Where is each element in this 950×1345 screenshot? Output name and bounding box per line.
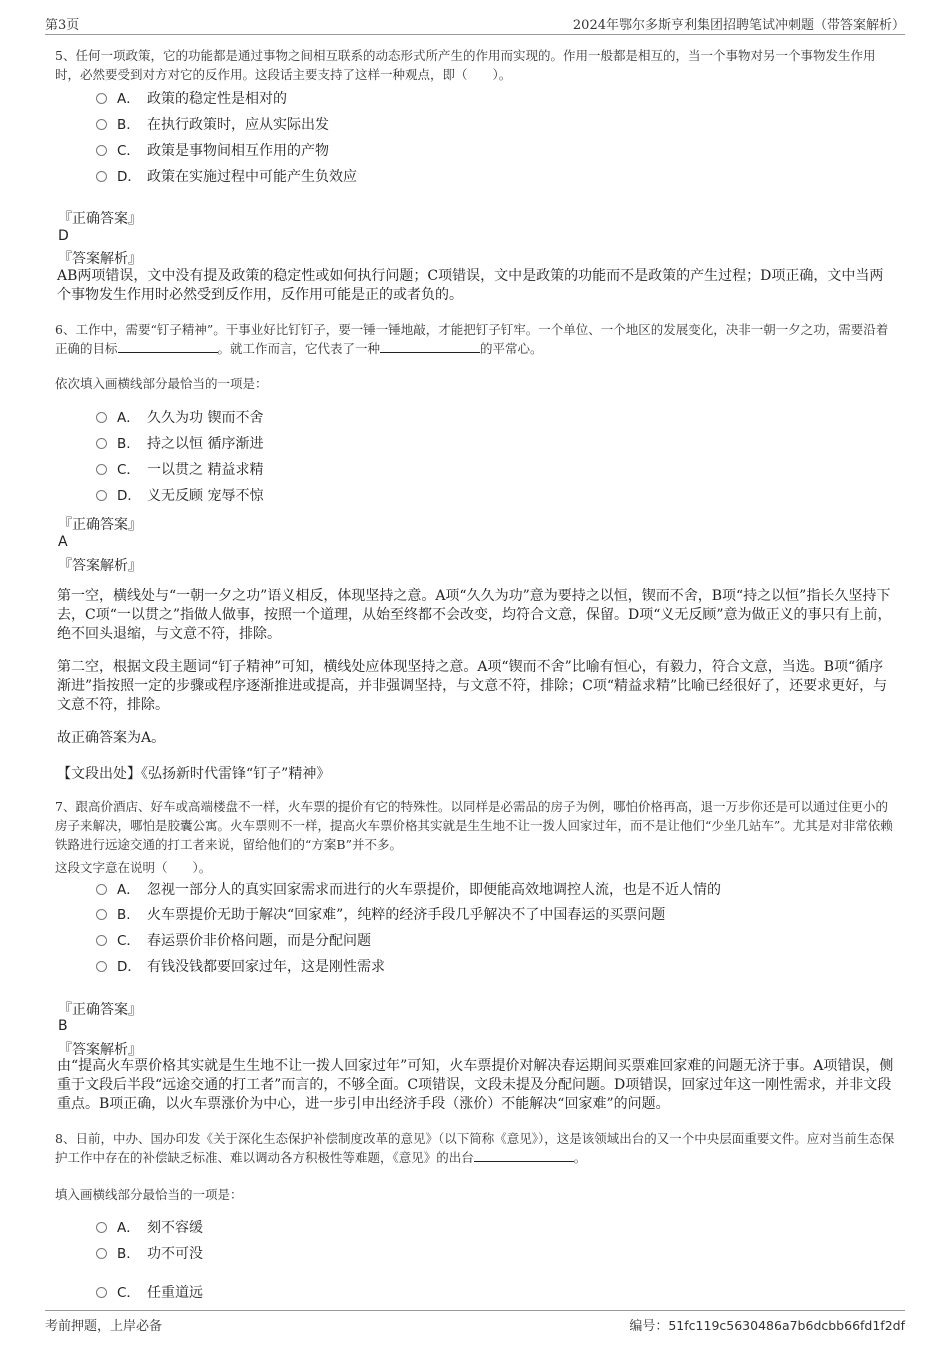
q7-prompt: 这段文字意在说明（ ）。 bbox=[55, 860, 212, 875]
q7-option-c[interactable]: C． 春运票价非价格问题，而是分配问题 bbox=[96, 931, 371, 951]
q7-text: 7、跟高价酒店、好车或高端楼盘不一样，火车票的提价有它的特殊性。以同样是必需品的房子为例，哪怕价格再高，退一万步你还是可以通过住更小的房子来解决，哪怕是胶囊公寓。火车票则不一样，提高火车票价格其实就是生生地不让一拨人回家过年，而不是让他们“少坐几站车”。尤其是对非常依赖铁路进行远途交通的打工者来说，留给他们的“方案B”并不多。 bbox=[55, 799, 893, 852]
q5-option-b[interactable]: B. 在执行政策时，应从实际出发 bbox=[96, 115, 329, 135]
footer-slogan: 考前押题，上岸必备 bbox=[45, 1319, 163, 1334]
q8-option-a[interactable]: A． 刻不容缓 bbox=[96, 1218, 203, 1238]
q6-analysis-p2: 第二空，根据文段主题词“钉子精神”可知，横线处应体现坚持之意。A项“锲而不舍”比喻有恒心，有毅力，符合文意，当选。B项“循序渐进”指按照一定的步骤或程序逐渐推进或提高，并非强调坚持，与文意不符，排除；C项“精益求精”比喻已经很好了，还要求更好，与文意不符，排除。 bbox=[57, 659, 888, 713]
q6-correct-label: 『正确答案』 bbox=[58, 517, 142, 533]
q7-option-a[interactable]: A． 忽视一部分人的真实回家需求而进行的火车票提价，即便能高效地调控人流，也是不近人情的 bbox=[96, 880, 721, 900]
q5-correct-label: 『正确答案』 bbox=[58, 211, 142, 227]
q7-correct-label: 『正确答案』 bbox=[58, 1002, 142, 1018]
radio-icon[interactable] bbox=[96, 935, 107, 946]
radio-icon[interactable] bbox=[96, 1287, 107, 1298]
q8-option-c[interactable]: C． 任重道远 bbox=[96, 1283, 203, 1303]
radio-icon[interactable] bbox=[96, 1222, 107, 1233]
radio-icon[interactable] bbox=[96, 412, 107, 423]
radio-icon[interactable] bbox=[96, 171, 107, 182]
radio-icon[interactable] bbox=[96, 1248, 107, 1259]
document-code: 编号：51fc119c5630486a7b6dcbb66fd1f2df bbox=[629, 1318, 905, 1334]
q6-prompt: 依次填入画横线部分最恰当的一项是： bbox=[55, 376, 268, 391]
q6-option-a[interactable]: A． 久久为功 锲而不舍 bbox=[96, 408, 263, 428]
q5-option-a[interactable]: A． 政策的稳定性是相对的 bbox=[96, 89, 287, 109]
q7-option-d[interactable]: D． 有钱没钱都要回家过年，这是刚性需求 bbox=[96, 957, 385, 977]
q8-text: 8、日前，中办、国办印发《关于深化生态保护补偿制度改革的意见》（以下简称《意见》），这是该领域出台的又一个中央层面重要文件。应对当前生态保护工作中存在的补偿缺乏标准、难以调动各方积极性等难题，《意见》的出台 。 bbox=[55, 1131, 895, 1165]
q5-option-d[interactable]: D． 政策在实施过程中可能产生负效应 bbox=[96, 167, 357, 187]
q5-answer: D bbox=[58, 228, 69, 244]
q7-analysis-label: 『答案解析』 bbox=[58, 1042, 142, 1058]
q8-option-b[interactable]: B. 功不可没 bbox=[96, 1244, 203, 1264]
q7-analysis: 由“提高火车票价格其实就是生生地不让一拨人回家过年”可知，火车票提价对解决春运期间买票难回家难的问题无济于事。A项错误，侧重于文段后半段“远途交通的打工者”而言的，不够全面。C项错误，文段未提及分配问题。D项错误，回家过年这一刚性需求，并非文段重点。B项正确，以火车票涨价为中心，进一步引申出经济手段（涨价）不能解决“回家难”的问题。 bbox=[57, 1058, 894, 1112]
q6-text: 6、工作中，需要“钉子精神”。干事业好比钉钉子，要一锤一锤地敲，才能把钉子钉牢。一个单位、一个地区的发展变化，决非一朝一夕之功，需要沿着正确的目标 。就工作而言，它代表了一种 的平常心。 bbox=[55, 322, 889, 356]
document-title: 2024年鄂尔多斯亨利集团招聘笔试冲刺题（带答案解析） bbox=[572, 18, 905, 33]
q5-text: 5、任何一项政策，它的功能都是通过事物之间相互联系的动态形式所产生的作用而实现的。作用一般都是相互的，当一个事物对另一个事物发生作用时，必然要受到对方对它的反作用。这段话主要支持了这样一种观点，即（ ）。 bbox=[55, 48, 876, 82]
radio-icon[interactable] bbox=[96, 961, 107, 972]
radio-icon[interactable] bbox=[96, 93, 107, 104]
q7-answer: B bbox=[58, 1018, 68, 1034]
page-number: 第3页 bbox=[45, 18, 80, 33]
page-footer bbox=[45, 1310, 905, 1335]
radio-icon[interactable] bbox=[96, 490, 107, 501]
radio-icon[interactable] bbox=[96, 145, 107, 156]
q5-analysis-label: 『答案解析』 bbox=[58, 251, 142, 267]
q7-option-b[interactable]: B. 火车票提价无助于解决“回家难”，纯粹的经济手段几乎解决不了中国春运的买票问题 bbox=[96, 905, 665, 925]
q6-option-c[interactable]: C． 一以贯之 精益求精 bbox=[96, 460, 263, 480]
fill-blank[interactable] bbox=[118, 340, 218, 353]
radio-icon[interactable] bbox=[96, 464, 107, 475]
q6-analysis-p1: 第一空，横线处与“一朝一夕之功”语义相反，体现坚持之意。A项“久久为功”意为要持之以恒，锲而不舍，B项“持之以恒”指长久坚持下去，C项“一以贯之”指做人做事，按照一个道理，从始至终都不会改变，均符合文意，保留。D项“义无反顾”意为做正义的事只有上前，绝不回头退缩，与文意不符，排除。 bbox=[57, 588, 892, 642]
fill-blank[interactable] bbox=[380, 340, 480, 353]
q6-answer: A bbox=[58, 534, 68, 550]
q8-prompt: 填入画横线部分最恰当的一项是： bbox=[55, 1187, 243, 1202]
q6-analysis-p3: 故正确答案为A。 bbox=[57, 730, 166, 746]
radio-icon[interactable] bbox=[96, 438, 107, 449]
radio-icon[interactable] bbox=[96, 909, 107, 920]
q6-source: 【文段出处】《弘扬新时代雷锋“钉子”精神》 bbox=[57, 766, 331, 782]
q5-option-c[interactable]: C． 政策是事物间相互作用的产物 bbox=[96, 141, 329, 161]
q5-analysis: AB两项错误，文中没有提及政策的稳定性或如何执行问题；C项错误，文中是政策的功能而不是政策的产生过程；D项正确，文中当两个事物发生作用时必然受到反作用，反作用可能是正的或者负的。 bbox=[57, 268, 884, 303]
fill-blank[interactable] bbox=[474, 1149, 574, 1162]
q6-analysis-label: 『答案解析』 bbox=[58, 558, 142, 574]
radio-icon[interactable] bbox=[96, 119, 107, 130]
page-header bbox=[45, 12, 905, 35]
radio-icon[interactable] bbox=[96, 884, 107, 895]
q6-option-d[interactable]: D． 义无反顾 宠辱不惊 bbox=[96, 486, 263, 506]
q6-option-b[interactable]: B. 持之以恒 循序渐进 bbox=[96, 434, 263, 454]
